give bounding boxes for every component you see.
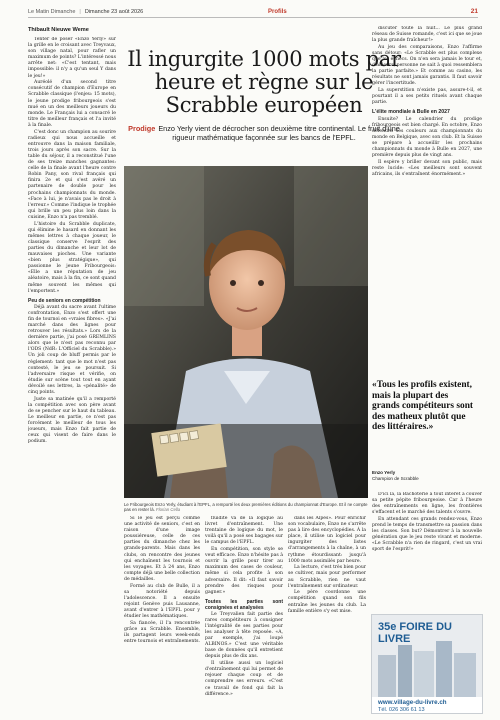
paragraph: Juste sa matinée qu'il a remporté la compétition avec son père avant de se pencher sur le haut du tableau. Le meilleur en partie, ce n'est pas forcément le meilleur de tous les joueurs, mais Enzo fait partie de ceux qui visent de faire dans le podium. (28, 396, 116, 445)
paragraph: Il espère y briller devant son public, mais reste lucide: «Les meilleurs sont souvent africains, ils s'entraînent énormément.» (372, 159, 482, 178)
quote-author-name: Enzo Yerly (372, 470, 396, 475)
paragraph: C'est donc un champion au sourire radieux qui nous accueille et entrouvre dans la maison familiale, trois jours après son sacre. Sur la table du séjour, il a reconstitué l'une de ses treize manches gagnantes: celle de la finale avant l'heure contre Robin Pany, son rival français qui finira 2e et qui s'est avéré un partenaire de double pour les prochains championnats du monde. «Face à lui, je n'avais pas le droit à l'erreur.» Comme l'indique le trophée qui brille un peu plus loin dans la cuisine, Enzo n'a pas tremblé. (28, 129, 116, 220)
subheading: Toutes les parties sont consignées et analysées (205, 598, 283, 611)
page-number: 21 (470, 8, 478, 15)
paragraph: Formé au club de Bulle, il a sa notoriété depuis l'adolescence. Il a ensuite rejoint Genève puis Lausanne, avant d'entrer à l'EPFL pour y étudier les mathématiques. (124, 583, 200, 620)
paragraph: Ensuite? Le calendrier du prodige fribourgeois est bien chargé. En octobre, Enzo défendra ses couleurs aux championnats du monde en Belgique, avec son club. Et la Suisse se prépare à accueillir les prochains championnats du monde à Bulle en 2027, une première depuis plus de vingt ans. (372, 116, 482, 159)
paragraph: En attendant ces grands rendez-vous, Enzo prend le temps de transmettre sa passion dans les classes. Son but? Démontrer à la nouvelle génération que le jeu reste vivant et moderne. «Le Scrabble n'a rien de ringard, c'est un vrai sport de l'esprit!» (372, 516, 482, 553)
paragraph: Tenter de poser «Enzo Yerly» sur la grille en le croisant avec Treyvaux, son village natal, pour rafler un maximum de points? L'intéressé nous arrête net: «C'est tentant, mais impossible: il n'y a qu'un seul Y dans le jeu!» (28, 37, 116, 79)
ad-phone: Tél. 026 306 61 13 (378, 707, 425, 713)
subheading: Peu de seniors en compétition (28, 297, 101, 304)
paragraph: fluidité va de la logique au livret d'entraînement. Une trentaine de logique du mot, le voilà qu'il a posé ses bagages sur le campus de l'EPFL. (205, 516, 283, 546)
paragraph: discuter toute la nuit... Le plus grand réseau de Suisse romande, c'est ici que se joue la plus grande fraîcheur!» (372, 26, 482, 44)
pull-quote: «Tous les profils existent, mais la plupart des grands compétiteurs sont des matheux plutôt que des littéraires.» (372, 380, 474, 433)
article-column-right (372, 26, 482, 376)
paragraph: Si le jeu est perçu comme une activité de seniors, c'est en raison d'une image poussiéreuse, celle de ces parties du dimanche chez les grands-parents. Mais dans les clubs, on rencontre des jeunes qui enchaînent les tournois et les voyages. Et à 24 ans, Enzo compte déjà une belle collection de médailles. (124, 516, 200, 582)
newspaper-name: Le Matin Dimanche (28, 8, 76, 15)
kicker: Prodige (128, 124, 156, 133)
portrait-photo (124, 166, 368, 498)
caption-text: Le Fribourgeois Enzo Yerly, étudiant à l'EPFL, a remporté les deux premières éditions du championnat d'Europe. Et il ne compte pas en rester là. (124, 502, 368, 513)
paragraph: Auréolé d'un second titre consécutif de champion d'Europe en Scrabble classique (l'enjeu: 15 mots), le jeune prodige fribourgeois s'est mué en un des meilleurs joueurs du monde. Le Français lui a consacré le titre de meilleur français et l'a invité à la finale. (28, 80, 116, 128)
photo-illustration (124, 166, 368, 498)
paragraph: Le Treyvalien fait partie des rares compétiteurs à consigner l'intégralité de ses parties pour les analyser à tête reposée. «A, par exemple, j'ai loupé ALBINOS.» C'est une véritable base de données qu'il entretient depuis plus de dix ans. (205, 611, 283, 660)
article-column-3 (205, 516, 283, 716)
article-column-2 (124, 516, 200, 716)
paragraph: dans les Alpes». Pour enrichir son vocabulaire, Enzo ne s'arrête pas à lire des encyclopédies. À la place, il utilise un logiciel pour ingurgiter des listes d'arrangements à la chaîne, à un rythme étourdissant: jusqu'à 1000 mots assimilés par heure. (288, 516, 366, 564)
paragraph: L'histoire du Scrabble duplicate, qui élimine le hasard en donnant les mêmes lettres à chaque joueur, le classique conserve l'esprit des parties du dimanche et leur lot de mauvaises pioches. Une variante «bien plus stratégique», qui passionne le jeune Fribourgeois: «Elle a une réputation de jeu aléatoire, mais à la fin, ce sont quand même souvent les mêmes qui l'emportent.» (28, 221, 116, 294)
paragraph: Déjà avant du sacre avant l'ultime confrontation, Enzo s'est offert une fin de tournoi en «vraies fibres». «J'ai marché dans des lignes pour retrouver les résultats.» Lors de la dernière partie, j'ai posé GREMLINS alors que le n'est pas reconnu par l'ODS (NdR: L'Officiel du Scrabble).» Un joli coup de bluff permis par le règlement: tant que le mot n'est pas contesté, le jeu se poursuit. Si l'adversaire risque et vérifie, on étudie sur scène tout tout en ayant dévoilé ses lettres, la «pénalité» de cinq points. (28, 304, 116, 396)
issue-date: Dimanche 23 août 2026 (84, 8, 144, 15)
paragraph: Au jeu des comparaisons, Enzo l'affirme sans détour: «Le Scrabble est plus complexe que les échecs. On n'en sera jamais le tour et, d'ailleurs, personne ne sait à quoi ressemblera la partie parfaite.» Et comme au casino, les résultats ne sont jamais garantis. Il faut savoir gérer l'incertitude. (372, 44, 482, 87)
standfirst-text: Enzo Yerly vient de décrocher son deuxième titre continental. Le fruit d'une rigueur mathématique façonnée sur les bancs de l'EPFL. (158, 124, 400, 143)
article-column-4 (288, 516, 366, 716)
headline: Il ingurgite 1000 mots par heure et règne sur le Scrabble européen (127, 47, 401, 117)
running-head (28, 6, 478, 18)
standfirst (122, 124, 406, 143)
photo-caption (124, 502, 368, 513)
byline: Thibault Nieuwe Weme (28, 27, 89, 33)
ad-title: 35e FOIRE DU LIVRE (378, 621, 452, 645)
ad-url[interactable]: www.village-du-livre.ch (378, 699, 447, 706)
separator: | (79, 8, 81, 15)
paragraph: La superstition n'existe pas, assure-t-il, et pourtant il a ses petits rituels avant chaque partie. (372, 88, 482, 106)
paragraph: Sa fiancée, il l'a rencontrée grâce au Scrabble. Ensemble, ils partagent leurs week-ends entre tournois et entraînements. (124, 620, 200, 645)
paragraph: En compétition, son style se veut efficace. Enzo n'hésite pas à ouvrir la grille pour tirer au maximum des cases de couleur, même si cela profite à son adversaire. Il dit: «Il faut savoir prendre des risques pour gagner.» (205, 547, 283, 595)
photo-credit: Florian Cella (156, 507, 181, 513)
paragraph: La lecture, c'est très bien pour se cultiver, mais pour performer au Scrabble, rien ne vaut l'entraînement sur ordinateur. (288, 565, 366, 589)
paragraph: Le père coordonne une compétition quand son fils entraîne les jeunes du club. La famille entière s'y est mise. (288, 590, 366, 614)
advertisement[interactable] (371, 614, 483, 714)
pull-quote-attribution (372, 470, 478, 481)
article-column-1 (28, 37, 116, 717)
article-column-right-lower (372, 492, 482, 610)
subheading: L'élite mondiale à Bulle en 2027 (372, 109, 450, 116)
paragraph: D'ici là, la Bâchoterie a tout intérêt à couver sa petite pépite fribourgeoise. Car à l'heure des entraînements en ligne, les frontières s'effacent et le marché des talents s'ouvre. (372, 492, 482, 516)
paragraph: Il utilise aussi un logiciel d'entraînement qui lui permet de rejouer chaque coup et de comprendre ses erreurs. «C'est ce travail de fond qui fait la différence.» (205, 661, 283, 697)
quote-author-role: Champion de Scrabble (372, 475, 419, 481)
section-label: Profils (268, 8, 287, 15)
